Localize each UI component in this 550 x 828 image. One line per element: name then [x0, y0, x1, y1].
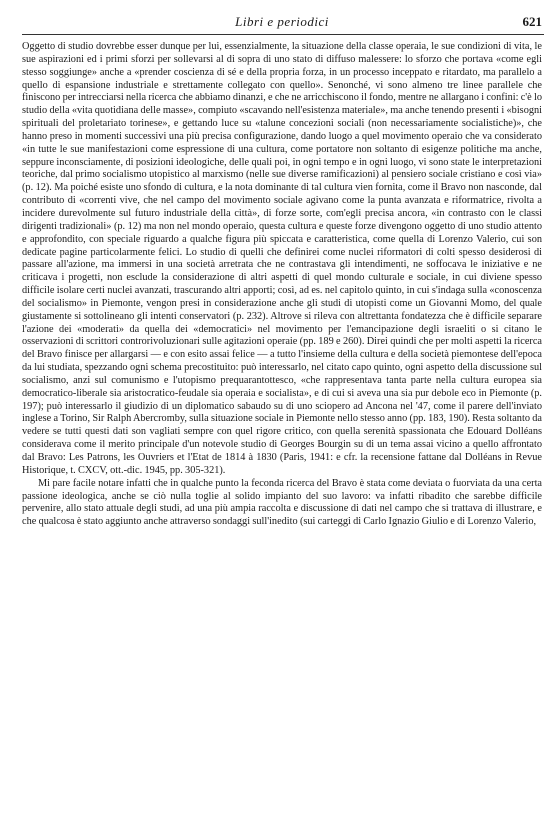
page-number: 621	[522, 14, 542, 29]
running-header	[22, 14, 542, 34]
body-text	[22, 41, 542, 821]
header-rule	[22, 34, 544, 35]
paragraph: Mi pare facile notare infatti che in qualche punto la feconda ricerca del Bravo è stata come deviata o fuorviata da una certa passione ideologica, anche se ciò nulla toglie al solido impianto del suo lavoro: va infatti ribadito che sarebbe difficile pervenire, allo stato attuale degli studi, ad una più ampia raccolta e discussione di dati nel campo che si trattava di illustrare, e che qualcosa è stato aggiunto anche attraverso sondaggi sull'inedito (sui carteggi di Carlo Ignazio Giulio e di Lorenzo Valerio,	[22, 477, 542, 528]
paragraph: Oggetto di studio dovrebbe esser dunque per lui, essenzialmente, la situazione della classe operaia, le sue condizioni di vita, le sue aspirazioni ed i primi sforzi per sollevarsi al di sopra di uno stato di diffuso malessere: lo sforzo che portava «come egli stesso soggiunge» anche a «prender coscienza di sé e della propria forza, in un processo inceppato e ritardato, ma parallelo a quello di espansione industriale e strettamente collegato con quello». Senonché, vi sono almeno tre linee parallele che finiscono per intrecciarsi nella ricerca che abbiamo dinanzi, e che ne arricchiscono il fondo, mentre ne allargano i confini: c'è lo studio della «vita quotidiana delle masse», compiuto «scavando nell'esistenza materiale», ma anche tenendo presenti i «bisogni spirituali del proletariato torinese», e gettando luce su «talune concezioni sociali (non necessariamente socialistiche)», che hanno preso in momenti successivi una più precisa configurazione, dando luogo a quel movimento operaio che va considerato «in tutte le sue manifestazioni come espressione di una cultura, come portatore non soltanto di esigenze politiche ma anche, seppure inconsciamente, di posizioni ideologiche, delle quali poi, in ogni tempo e in ogni luogo, vi sono state le interpretazioni teoriche, dal primo socialismo utopistico al marxismo (nelle sue diverse ramificazioni) al pensiero sociale cristiano e così via» (p. 12). Ma poiché esiste uno sfondo di cultura, e la nota dominante di tal cultura vien fornita, come il Bravo non nasconde, dal contributo di «correnti vive, che nel campo del movimento sociale agivano come la punta avanzata e riformatrice, rivolta a incidere durevolmente sul futuro industriale della città», di forze sorte, com'egli precisa ancora, «in contrasto con le classi dirigenti tradizionali» (p. 12) ma non nel mondo operaio, questa cultura e queste forze divengono oggetto di uno studio attento e approfondito, con speciale riguardo a qualche figura più spiccata e caratteristica, come quella di Lorenzo Valerio, cui son dedicate pagine particolarmente felici. Lo studio di quelli che definirei come nuclei riformatori di colti spesso desiderosi di passare all'azione, ma immersi in una società arretrata che ne contrastava gli intendimenti, ne soffocava le iniziative e ne criticava i progetti, non esclude la considerazione di altri aspetti di quel mondo culturale e sociale, in cui diviene spesso difficile isolare certi nuclei avanzati, trascurando altri apporti; così, ad es. nel capitolo quinto, in cui s'indaga sulla «conoscenza del socialismo» in Piemonte, vengon presi in considerazione anche gli studi di utopisti come un Giovanni Momo, del quale giustamente si sottolineano gli intenti conservatori (p. 232). Altrove si rileva con altrettanta fondatezza che è difficile separare l'azione dei «moderati» da quella dei «democratici» nel movimento per l'emancipazione degli israeliti o si citano le osservazioni di scrittori controrivoluzionari sulle agitazioni operaie (pp. 189 e 260). Direi quindi che per molti aspetti la ricerca del Bravo finisce per allargarsi — e con esito assai felice — a tutto l'insieme della cultura e della società piemontese dell'epoca da lui studiata, spezzando ogni schema precostituito: può interessarlo, nel citato capo quinto, ogni aspetto della discussione sul socialismo, anzi sul comunismo e l'utopismo prequarantottesco, «che rappresentava tanta parte nella cultura europea sia democratico-liberale sia aristocratico-feudale sia operaia e socialista», e di cui si aveva una sia pur debole eco in Piemonte (p. 197); può interessarlo il giudizio di un diplomatico sabaudo su di uno sciopero ad Ancona nel '47, come il parere dell'inviato inglese a Torino, Sir Ralph Abercromby, sulla situazione sociale in Piemonte nello stesso anno (pp. 183, 190). Resta soltanto da vedere se tutti questi dati son vagliati sempre con quel rigore critico, con quella serenità spassionata che Edouard Dolléans considerava come il merito principale d'un notevole studio di Georges Bourgin su di un tema assai vicino a quello affrontato dal Bravo: Les Patrons, les Ouvriers et l'Etat de 1814 à 1830 (Paris, 1941: e cfr. la recensione fattane dal Dolléans in Revue Historique, t. CXCV, ott.-dic. 1945, pp. 305-321).	[22, 41, 542, 476]
running-title: Libri e periodici	[235, 14, 329, 29]
